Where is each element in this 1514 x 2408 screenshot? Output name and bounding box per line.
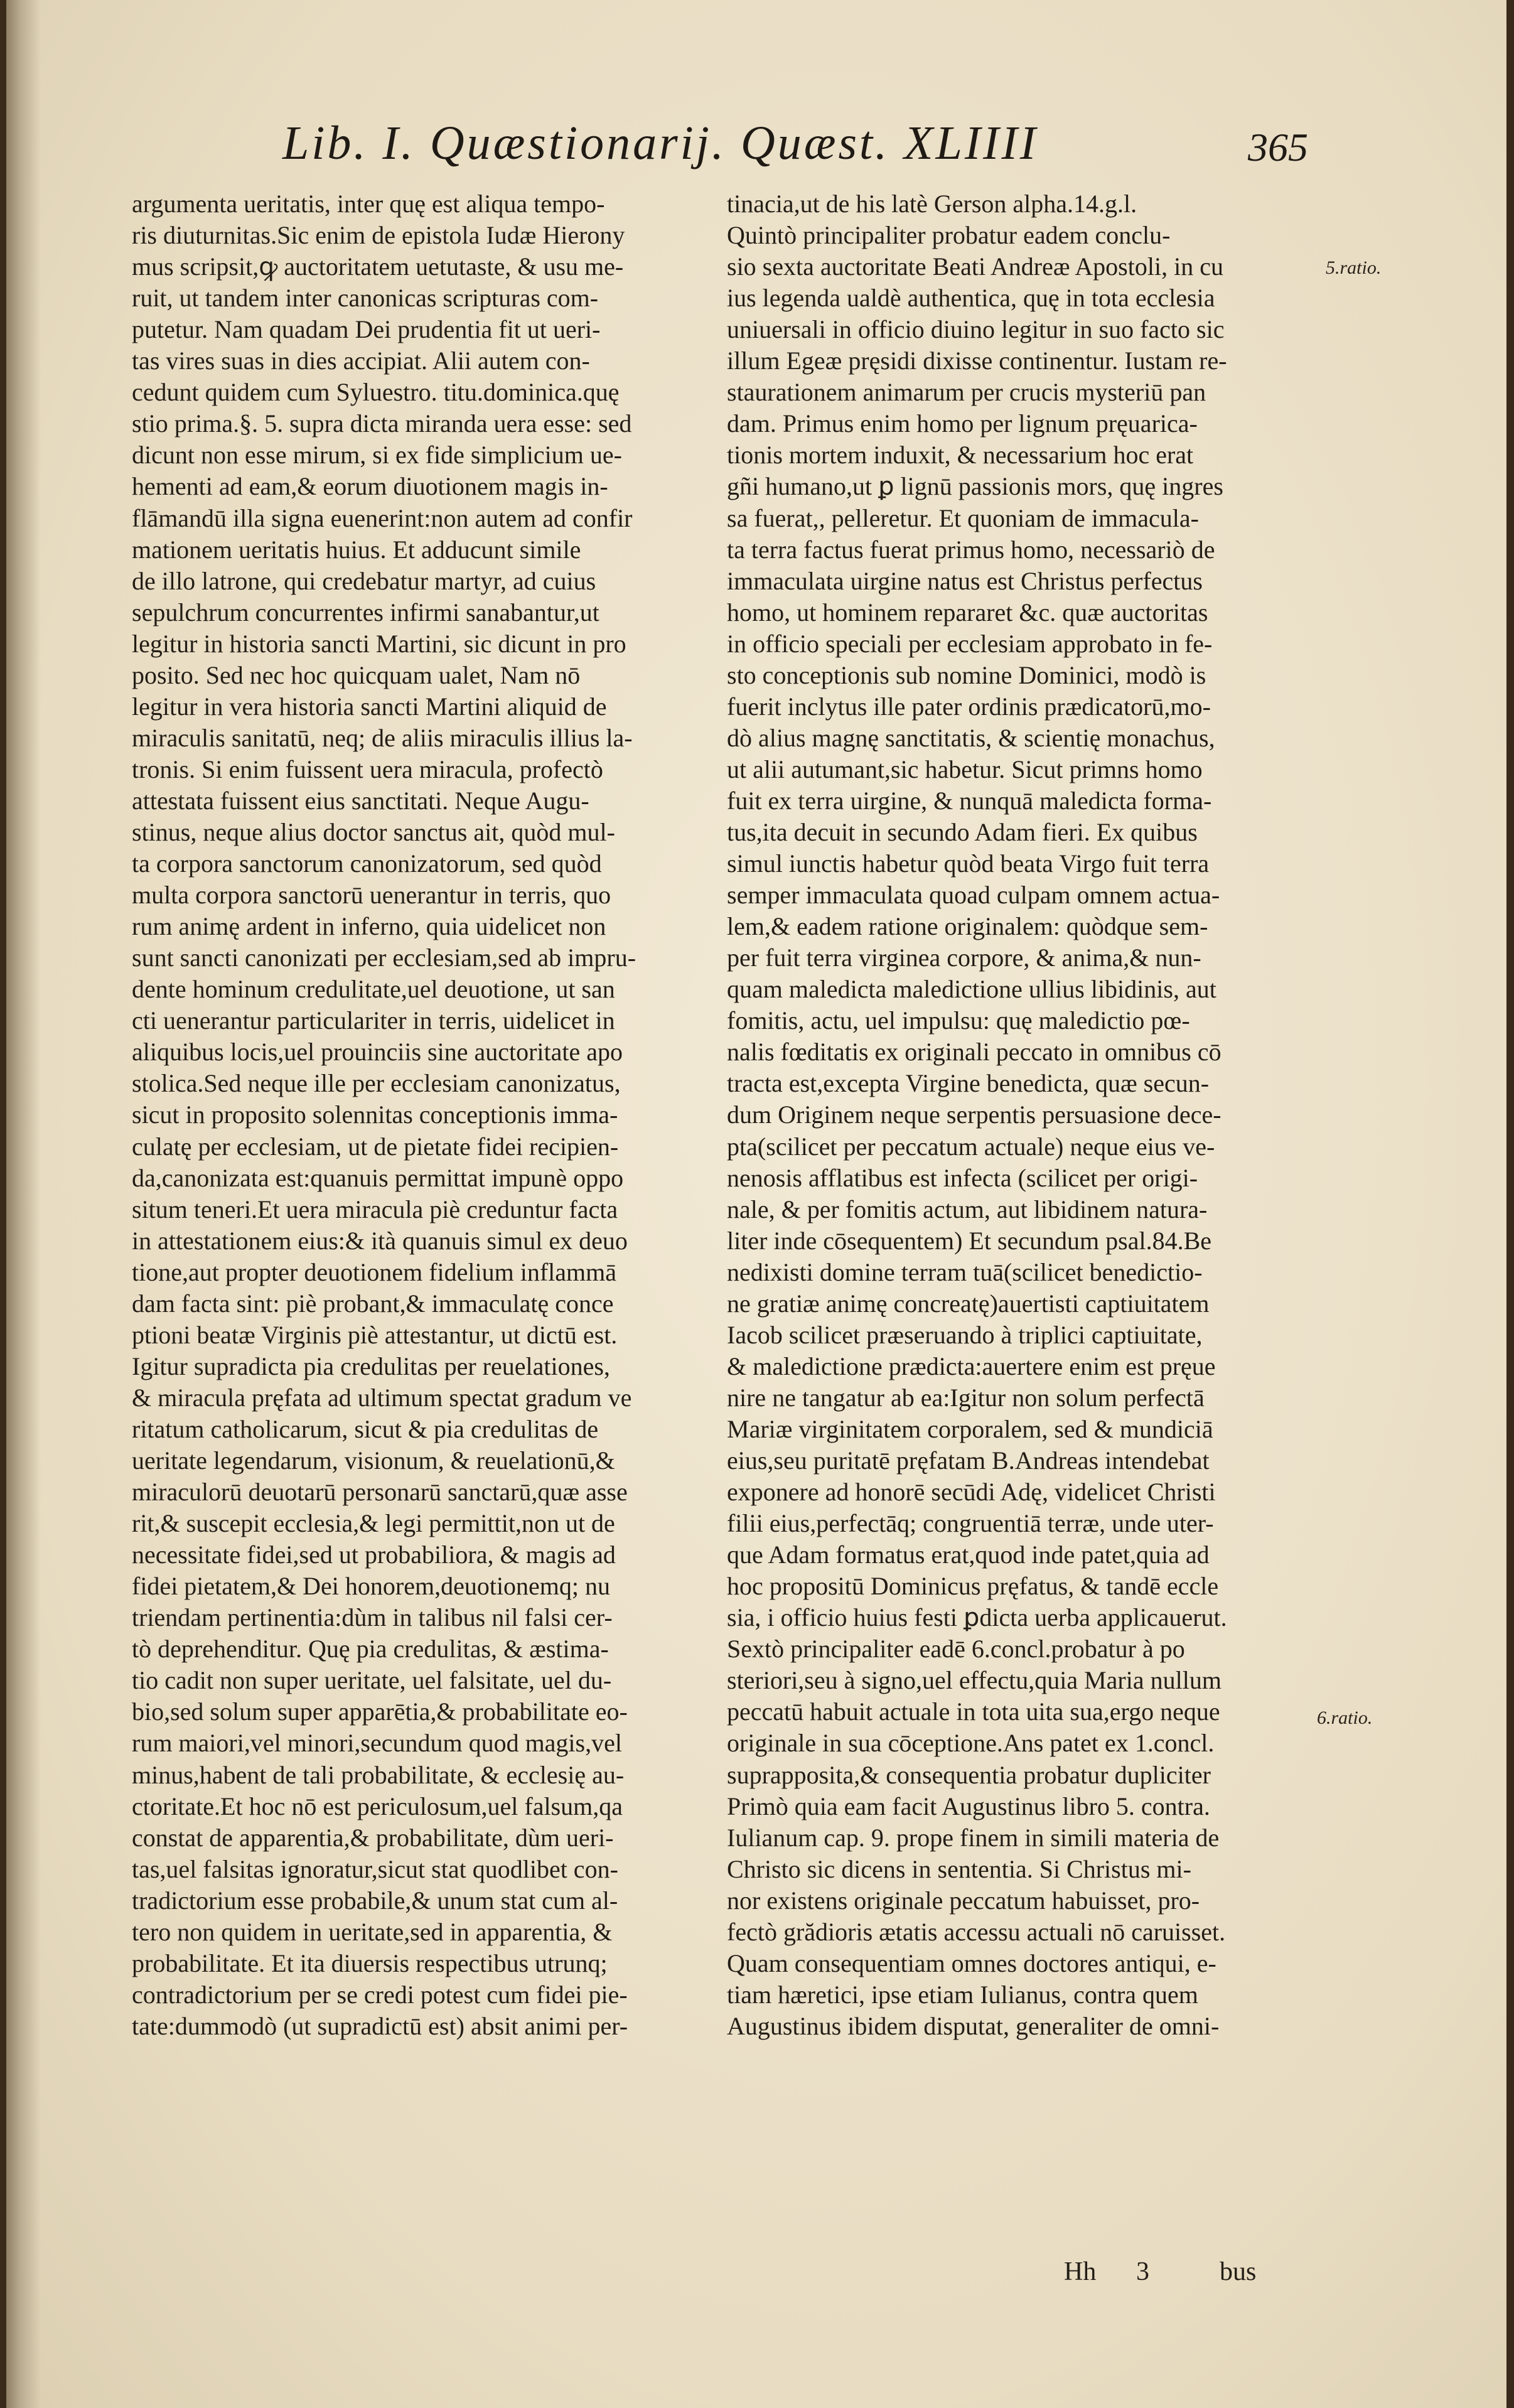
text-line: sia, i officio huius festi ꝑdicta uerba applicauerut. (727, 1603, 1227, 1632)
text-line: Iulianum cap. 9. prope finem in simili materia de (727, 1823, 1220, 1852)
text-line: tradictorium esse probabile,& unum stat cum al- (132, 1886, 618, 1915)
text-line: exponere ad honorē secūdi Adę, videlicet Christi (727, 1478, 1216, 1507)
text-line: sto conceptionis sub nomine Dominici, modò is (727, 660, 1206, 689)
text-line: dam. Primus enim homo per lignum pręuarica- (727, 409, 1198, 438)
text-line: tero non quidem in ueritate,sed in apparentia, & (132, 1917, 613, 1946)
text-line: sio sexta auctoritate Beati Andreæ Apostoli, in cu (727, 252, 1223, 281)
text-line: semper immaculata quoad culpam omnem actua- (727, 881, 1220, 910)
text-line: Igitur supradicta pia credulitas per reuelationes, (132, 1352, 610, 1380)
text-line: tate:dummodò (ut supradictū est) absit animi per- (132, 2011, 628, 2040)
text-line: illum Egeæ pręsidi dixisse continentur. Iustam re- (727, 347, 1227, 375)
text-line: in officio speciali per ecclesiam approbato in fe- (727, 629, 1213, 658)
text-line: bio,sed solum super apparētia,& probabilitate eo- (132, 1697, 628, 1726)
text-line: cedunt quidem cum Syluestro. titu.dominica.quę (132, 378, 620, 407)
text-line: sa fuerat,, pelleretur. Et quoniam de immacula- (727, 503, 1199, 532)
text-line: ritatum catholicarum, sicut & pia credulitas de (132, 1414, 599, 1443)
text-line: flāmandū illa signa euenerint:non autem ad confir (132, 503, 633, 532)
text-line: Sextò principaliter eadē 6.concl.probatur à po (727, 1635, 1185, 1664)
running-head: Lib. I. Quæstionarij. Quæst. XLIIII (282, 117, 1039, 169)
text-line: ctoritate.Et hoc nō est periculosum,uel falsum,qa (132, 1792, 623, 1820)
text-line: ptioni beatæ Virginis piè attestantur, ut dictū est. (132, 1320, 618, 1349)
text-line: multa corpora sanctorū uenerantur in terris, quo (132, 881, 611, 910)
text-line: nor existens originale peccatum habuisset, pro- (727, 1886, 1200, 1915)
text-line: tinacia,ut de his latè Gerson alpha.14.g.l. (727, 190, 1137, 218)
page-number: 365 (1248, 125, 1308, 169)
text-line: ruit, ut tandem inter canonicas scripturas com- (132, 284, 599, 313)
text-line: eius,seu puritatē pręfatam B.Andreas intendebat (727, 1446, 1210, 1475)
text-line: originale in sua cōceptione.Ans patet ex 1.concl. (727, 1729, 1215, 1758)
text-line: posito. Sed nec hoc quicquam ualet, Nam nō (132, 660, 581, 689)
text-line: nenosis afflatibus est infecta (scilicet per origi- (727, 1163, 1198, 1192)
text-line: Mariæ virginitatem corporalem, sed & mundiciā (727, 1414, 1213, 1443)
text-line: da,canonizata est:quanuis permittat impunè oppo (132, 1163, 624, 1192)
text-line: staurationem animarum per crucis mysteriū pan (727, 378, 1206, 407)
text-line: triendam pertinentia:dùm in talibus nil falsi cer- (132, 1603, 613, 1632)
text-line: & miracula pręfata ad ultimum spectat gradum ve (132, 1383, 632, 1412)
text-line: rit,& suscepit ecclesia,& legi permittit,non ut de (132, 1509, 615, 1538)
text-line: Christo sic dicens in sententia. Si Christus mi- (727, 1854, 1191, 1883)
text-line: miraculis sanitatū, neq; de aliis miraculis illius la- (132, 723, 633, 752)
text-line: dam facta sint: piè probant,& immaculatę conce (132, 1289, 614, 1318)
text-line: necessitate fidei,sed ut probabiliora, & magis ad (132, 1540, 616, 1569)
text-line: & maledictione prædicta:auertere enim est pręue (727, 1352, 1216, 1380)
text-line: per fuit terra virginea corpore, & anima,& nun- (727, 943, 1201, 972)
text-line: nalis fœditatis ex originali peccato in omnibus cō (727, 1038, 1221, 1067)
text-line: fidei pietatem,& Dei honorem,deuotionemq; nu (132, 1572, 611, 1601)
text-line: fuerit inclytus ille pater ordinis prædicatorū,mo- (727, 692, 1211, 721)
text-line: gñi humano,ut ꝑ lignū passionis mors, quę ingres (727, 472, 1223, 501)
text-line: probabilitate. Et ita diuersis respectibus utrunq; (132, 1948, 608, 1977)
text-line: Quam consequentiam omnes doctores antiqui, e- (727, 1948, 1216, 1977)
text-line: tione,aut propter deuotionem fidelium inflammā (132, 1257, 617, 1286)
text-line: minus,habent de tali probabilitate, & ecclesię au- (132, 1760, 625, 1789)
text-line: tio cadit non super ueritate, uel falsitate, uel du- (132, 1666, 612, 1695)
text-line: stinus, neque alius doctor sanctus ait, quòd mul- (132, 818, 615, 846)
margin-note-fifth-reason: 5.ratio. (1326, 257, 1382, 278)
text-line: Quintò principaliter probatur eadem conclu- (727, 221, 1171, 250)
text-line: homo, ut hominem repararet &c. quæ auctoritas (727, 598, 1208, 626)
text-line: dicunt non esse mirum, si ex fide simplicium ue- (132, 441, 622, 470)
text-line: tas vires suas in dies accipiat. Alii autem con- (132, 347, 590, 375)
text-line: filii eius,perfectāq; congruentiā terræ, unde uter- (727, 1509, 1214, 1538)
text-line: rum maiori,vel minori,secundum quod magis,vel (132, 1729, 622, 1758)
text-line: dò alius magnę sanctitatis, & scientię monachus, (727, 723, 1215, 752)
text-line: Primò quia eam facit Augustinus libro 5. contra. (727, 1792, 1210, 1820)
text-line: stio prima.§. 5. supra dicta miranda uera esse: sed (132, 409, 632, 438)
text-line: ne gratiæ animę concreatę)auertisti captiuitatem (727, 1289, 1210, 1318)
text-line: sicut in proposito solennitas conceptionis imma- (132, 1100, 618, 1129)
text-line: constat de apparentia,& probabilitate, dùm ueri- (132, 1823, 614, 1852)
text-line: in attestationem eius:& ità quanuis simul ex deuo (132, 1226, 628, 1255)
text-line: fuit ex terra uirgine, & nunquā maledicta forma- (727, 786, 1212, 815)
text-line: tiam hæretici, ipse etiam Iulianus, contra quem (727, 1980, 1198, 2009)
text-line: stolica.Sed neque ille per ecclesiam canonizatus, (132, 1069, 621, 1098)
book-page (6, 0, 1506, 2408)
text-line: liter inde cōsequentem) Et secundum psal.84.Be (727, 1226, 1212, 1255)
text-line: simul iunctis habetur quòd beata Virgo fuit terra (727, 849, 1210, 878)
text-line: de illo latrone, qui credebatur martyr, ad cuius (132, 566, 596, 595)
text-line: dum Originem neque serpentis persuasione dece- (727, 1100, 1221, 1129)
text-line: tas,uel falsitas ignoratur,sicut stat quodlibet con- (132, 1854, 618, 1883)
text-line: suprapposita,& consequentia probatur dupliciter (727, 1760, 1211, 1789)
text-line: culatę per ecclesiam, ut de pietate fidei recipien- (132, 1132, 619, 1161)
text-line: ris diuturnitas.Sic enim de epistola Iudæ Hierony (132, 221, 625, 250)
binding-shadow (6, 0, 41, 2408)
text-line: situm teneri.Et uera miracula piè creduntur facta (132, 1195, 618, 1223)
text-line: hementi ad eam,& eorum diuotionem magis in- (132, 472, 608, 501)
signature-number: 3 (1136, 2257, 1149, 2286)
text-line: legitur in vera historia sancti Martini aliquid de (132, 692, 607, 721)
text-line: que Adam formatus erat,quod inde patet,quia ad (727, 1540, 1210, 1569)
signature-mark: Hh (1064, 2257, 1097, 2286)
text-line: ta terra factus fuerat primus homo, necessariò de (727, 535, 1215, 564)
text-line: nire ne tangatur ab ea:Igitur non solum perfectā (727, 1383, 1205, 1412)
text-line: tò deprehenditur. Quę pia credulitas, & æstima- (132, 1635, 609, 1664)
text-line: sepulchrum concurrentes infirmi sanabantur,ut (132, 598, 599, 626)
text-line: contradictorium per se credi potest cum fidei pie- (132, 1980, 628, 2009)
text-line: uniuersali in officio diuino legitur in suo facto sic (727, 315, 1225, 344)
text-line: dente hominum credulitate,uel deuotione, ut san (132, 975, 615, 1004)
text-line: quam maledicta maledictione ullius libidinis, aut (727, 975, 1216, 1004)
margin-note-sixth-reason: 6.ratio. (1317, 1707, 1373, 1728)
text-line: Augustinus ibidem disputat, generaliter de omni- (727, 2011, 1220, 2040)
text-line: nedixisti domine terram tuā(scilicet benedictio- (727, 1257, 1203, 1286)
text-line: hoc propositū Dominicus pręfatus, & tandē eccle (727, 1572, 1219, 1601)
text-line: sunt sancti canonizati per ecclesiam,sed ab impru- (132, 943, 636, 972)
text-line: ius legenda ualdè authentica, quę in tota ecclesia (727, 284, 1215, 313)
catchword: bus (1220, 2257, 1257, 2286)
text-line: steriori,seu à signo,uel effectu,quia Maria nullum (727, 1666, 1221, 1695)
text-line: ta corpora sanctorum canonizatorum, sed quòd (132, 849, 602, 878)
text-line: Iacob scilicet præseruando à triplici captiuitate, (727, 1320, 1203, 1349)
text-line: pta(scilicet per peccatum actuale) neque eius ve- (727, 1132, 1215, 1161)
text-line: miraculorū deuotarū personarū sanctarū,quæ asse (132, 1478, 628, 1507)
text-line: mus scripsit,ꝙ auctoritatem uetutaste, & usu me- (132, 252, 624, 281)
text-line: tronis. Si enim fuissent uera miracula, profectò (132, 755, 603, 783)
text-line: tracta est,excepta Virgine benedicta, quæ secun- (727, 1069, 1210, 1098)
text-line: cti uenerantur particulariter in terris, uidelicet in (132, 1006, 615, 1035)
text-line: nale, & per fomitis actum, aut libidinem natura- (727, 1195, 1208, 1223)
text-line: lem,& eadem ratione originalem: quòdque sem- (727, 912, 1208, 941)
text-line: legitur in historia sancti Martini, sic dicunt in pro (132, 629, 626, 658)
text-line: tionis mortem induxit, & necessarium hoc erat (727, 441, 1194, 470)
text-line: tus,ita decuit in secundo Adam fieri. Ex quibus (727, 818, 1198, 846)
text-line: attestata fuissent eius sanctitati. Neque Augu- (132, 786, 589, 815)
text-line: rum animę ardent in inferno, quia uidelicet non (132, 912, 606, 941)
text-line: peccatū habuit actuale in tota uita sua,ergo neque (727, 1697, 1220, 1726)
text-line: argumenta ueritatis, inter quę est aliqua tempo- (132, 190, 605, 218)
text-line: fectò grădioris ætatis accessu actuali nō caruisset. (727, 1917, 1226, 1946)
text-line: fomitis, actu, uel impulsu: quę maledictio pœ- (727, 1006, 1190, 1035)
text-line: aliquibus locis,uel prouinciis sine auctoritate apo (132, 1038, 623, 1067)
text-line: putetur. Nam quadam Dei prudentia fit ut ueri- (132, 315, 601, 344)
text-line: ut alii autumant,sic habetur. Sicut primns homo (727, 755, 1203, 783)
text-line: mationem ueritatis huius. Et adducunt simile (132, 535, 581, 564)
text-line: immaculata uirgine natus est Christus perfectus (727, 566, 1203, 595)
text-line: ueritate legendarum, visionum, & reuelationū,& (132, 1446, 615, 1475)
